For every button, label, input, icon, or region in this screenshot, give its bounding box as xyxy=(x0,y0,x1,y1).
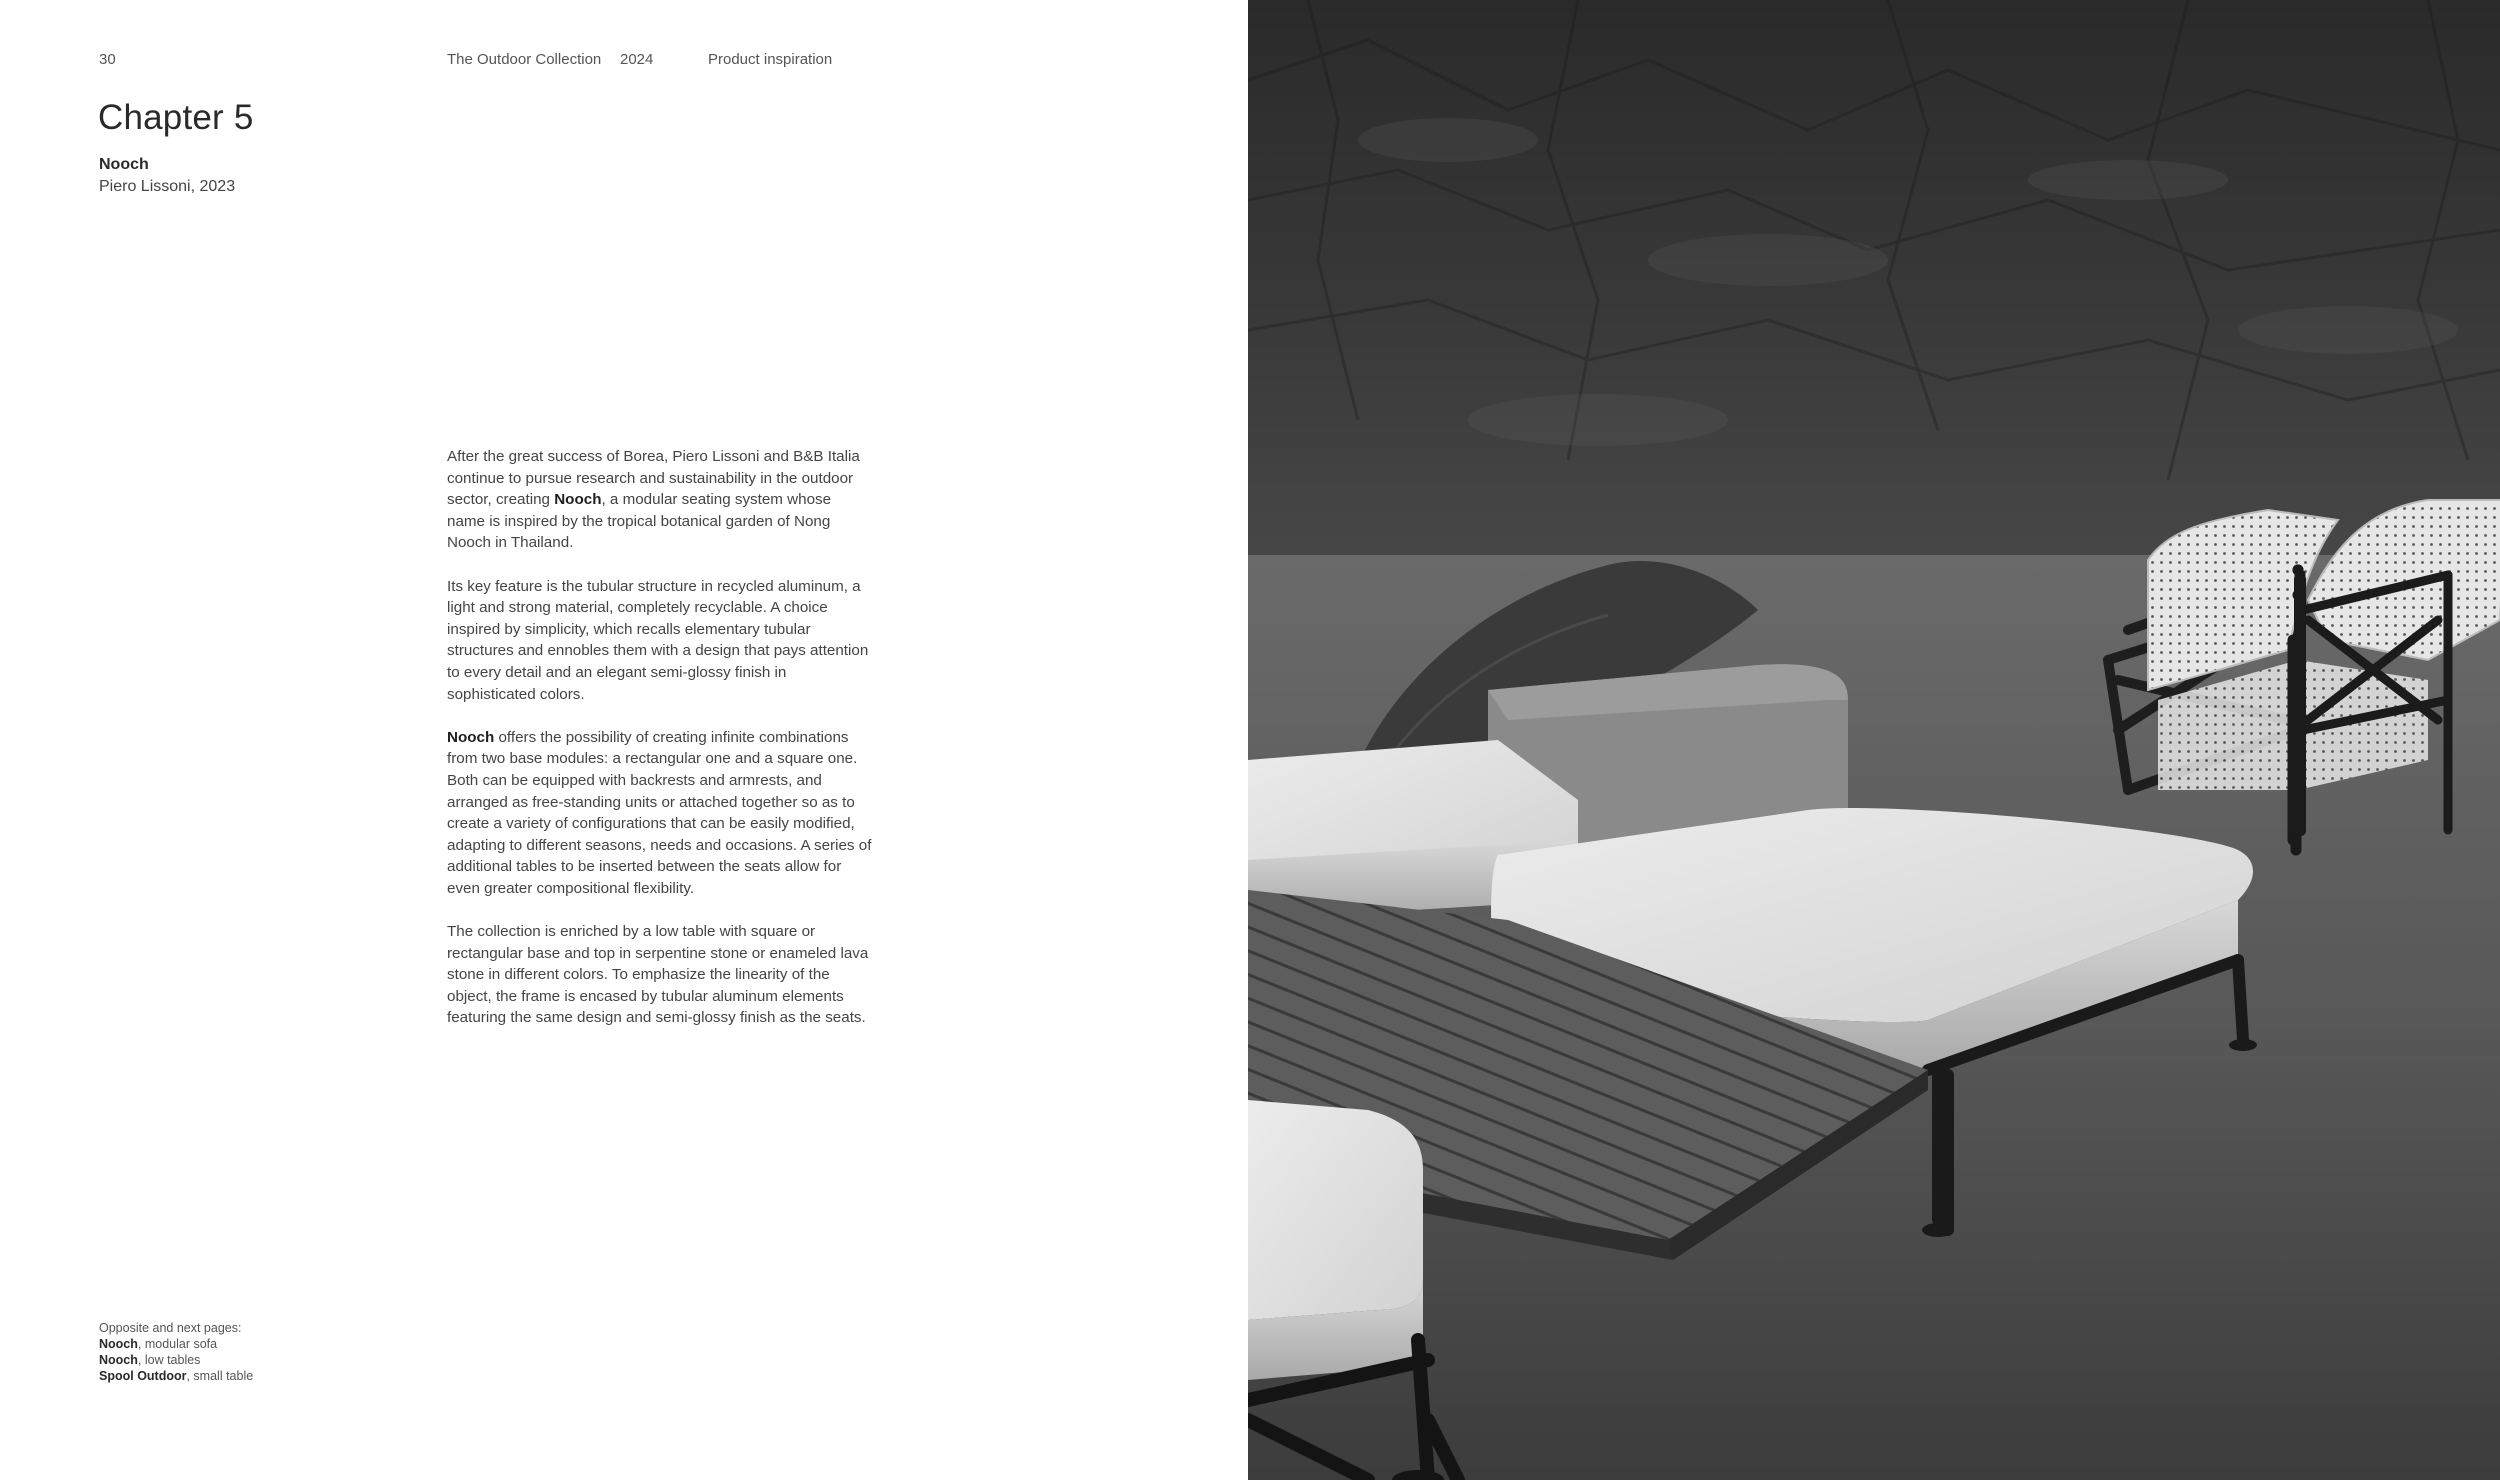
product-name-inline: Nooch xyxy=(554,491,602,509)
photo-captions xyxy=(99,1320,253,1384)
caption-line: Nooch, low tables xyxy=(99,1353,201,1367)
paragraph-2: Its key feature is the tubular structure in recycled aluminum, a light and strong material, completely recyclable. A choice inspired by simplicity, which recalls elementary tubular structures and ennobles them with a design that pays attention to every detail and an elegant semi-glossy finish in sophisticated colors. xyxy=(447,577,869,703)
running-header-section: Product inspiration xyxy=(708,51,833,68)
paragraph-1: After the great success of Borea, Piero Lissoni and B&B Italia continue to pursue research and sustainability in the outdoor sector, creating Nooch, a modular seating system whose name is inspired by the tropical botanical garden of Nong Nooch in Thailand. xyxy=(447,448,860,552)
sofa-photograph xyxy=(1248,0,2500,1480)
body-text xyxy=(447,446,872,1051)
product-photo xyxy=(1248,0,2500,1480)
caption-line: Nooch, modular sofa xyxy=(99,1337,218,1351)
caption-line: Spool Outdoor, small table xyxy=(99,1369,254,1383)
chapter-title: Chapter 5 xyxy=(98,98,254,137)
paragraph-4: The collection is enriched by a low table with square or rectangular base and top in serpentine stone or enameled lava stone in different colors. To emphasize the linearity of the object, the frame is encased by tubular aluminum elements featuring the same design and semi-glossy finish as the seats. xyxy=(447,923,869,1027)
paragraph-3: Nooch offers the possibility of creating infinite combinations from two base modules: a rectangular one and a square one. Both can be equipped with backrests and armrests, and arranged as free-standing units or attached together so as to create a variety of configurations that can be easily modified, adapting to different seasons, needs and occasions. A series of additional tables to be inserted between the seats allow for even greater compositional flexibility. xyxy=(447,728,872,897)
caption-intro: Opposite and next pages: xyxy=(99,1321,242,1335)
left-page xyxy=(0,0,1248,1480)
running-header-collection: The Outdoor Collection xyxy=(447,51,602,68)
product-name-inline: Nooch xyxy=(447,728,495,746)
designer-credit: Piero Lissoni, 2023 xyxy=(99,178,236,195)
page-number: 30 xyxy=(99,51,116,68)
running-header-year: 2024 xyxy=(620,51,654,68)
product-name: Nooch xyxy=(99,156,149,173)
